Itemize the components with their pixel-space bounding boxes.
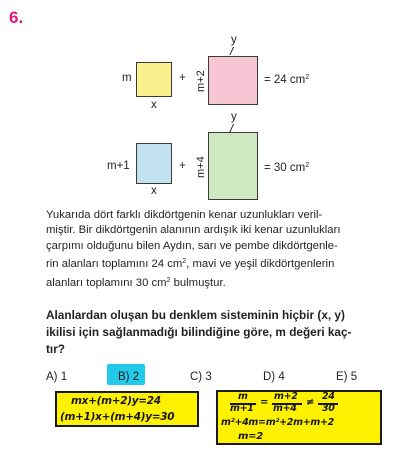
choice-a[interactable]: A) 1 [46, 371, 68, 383]
handwritten-expansion: m²+4m=m²+2m+m+2 [221, 417, 334, 428]
yellow-box-bottom-label: x [151, 99, 157, 111]
handwritten-equals: = [260, 397, 269, 408]
plus-sign-1: + [179, 72, 186, 84]
choice-d[interactable]: D) 4 [263, 371, 285, 383]
choice-e[interactable]: E) 5 [336, 371, 358, 383]
paragraph-line: miştir. Bir dikdörtgenin alanının ardışık iki kenar uzunlukları [46, 224, 341, 237]
handwritten-result: m=2 [238, 431, 263, 442]
handwritten-equation-2: (m+1)x+(m+4)y=30 [60, 411, 175, 423]
blue-box-left-label: m+1 [107, 160, 130, 172]
paragraph-line: çarpımı olduğunu bilen Aydın, sarı ve pembe dikdörtgenle- [46, 239, 338, 252]
handwritten-note-right [216, 390, 382, 445]
blue-box-bottom-label: x [151, 185, 157, 197]
handwritten-note-left [55, 391, 199, 427]
handwritten-frac2-den: m+4 [273, 403, 297, 414]
row2-equation: = 30 $cm^2$ [264, 162, 310, 174]
handwritten-frac3-den: 30 [322, 403, 335, 414]
pink-box-side-label: m+2 [195, 70, 207, 92]
question-text: Alanlardan oluşan bu denklem sisteminin hiçbir (x, y) ikilisi için sağlanmadığı bilindiğine göre, m değeri kaç- tır? [46, 308, 352, 356]
handwritten-frac3-num: 24 [322, 391, 335, 402]
green-rectangle [208, 132, 258, 200]
answer-choices [46, 371, 376, 387]
pink-rectangle [208, 56, 258, 105]
choice-b[interactable]: B) 2 [118, 371, 140, 383]
handwritten-frac2-num: m+2 [274, 391, 298, 402]
plus-sign-2: + [179, 160, 186, 172]
green-box-top-label: y [231, 111, 237, 123]
question-number: 6. [9, 8, 24, 27]
handwritten-frac1-den: m+1 [230, 403, 254, 414]
paragraph-line: Yukarıda dört farklı dikdörtgenin kenar uzunlukları veril- [46, 209, 323, 221]
handwritten-frac1-num: m [238, 391, 248, 402]
problem-paragraph [46, 208, 376, 291]
yellow-box-left-label: m [122, 72, 132, 84]
pink-box-top-label: y [231, 34, 237, 46]
blue-rectangle [136, 143, 172, 184]
row1-equation: = 24 $cm^2$ [264, 74, 310, 86]
choice-c[interactable]: C) 3 [190, 371, 212, 383]
green-box-side-label: m+4 [195, 156, 207, 178]
handwritten-not-equal: ≠ [306, 397, 315, 408]
yellow-rectangle [136, 62, 172, 97]
handwritten-equation-1: mx+(m+2)y=24 [71, 395, 161, 407]
paragraph-line: alanları toplamını 30 $cm^2$ bulmuştur. [46, 276, 226, 289]
paragraph-line: rin alanları toplamını 24 $cm^2$, mavi ve yeşil dikdörtgenlerin [46, 258, 335, 271]
